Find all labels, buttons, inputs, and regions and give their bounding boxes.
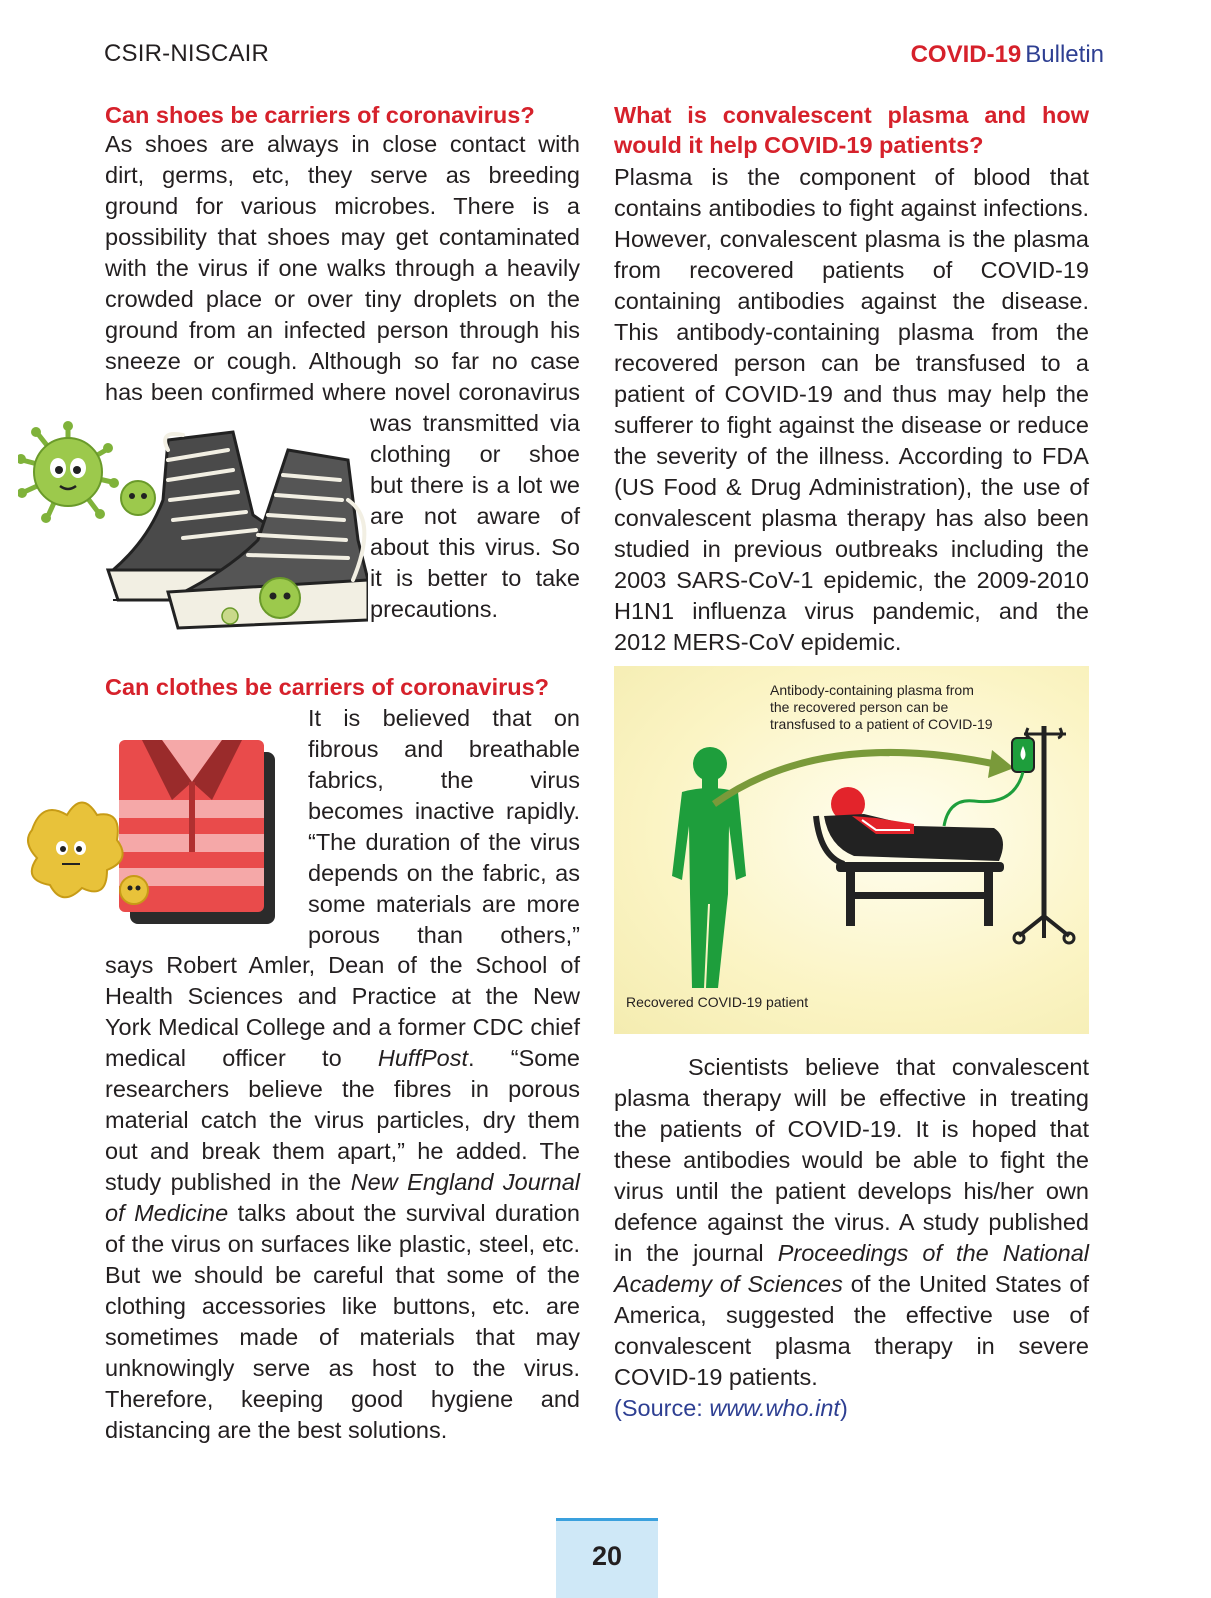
header-covid-label: COVID-19: [910, 41, 1022, 68]
infographic-bottom-label: Recovered COVID-19 patient: [626, 994, 809, 1010]
plasma-paragraph: [614, 162, 1089, 658]
clothes-paragraph-wrap: [308, 703, 580, 951]
clothes-wrap-line: “The duration of the virus: [308, 829, 580, 855]
pnas-title: Proceedings of the National Academy of Sciences: [614, 1240, 1089, 1297]
source-line: [614, 1393, 1089, 1424]
clothes-wrap-line: It is believed that on: [308, 705, 580, 731]
clothes-paragraph: [105, 950, 580, 1446]
plasma-text: Plasma is the component of blood that contains antibodies to fight against infections. However, convalescent plasma is the plasma from recovered patients of COVID-19 containing antibodies against the disease. This antibody-containing plasma from the recovered person can be transfused to a patient of COVID-19 and thus may help the sufferer to fight against the disease or reduce the severity of the illness. According to FDA (US Food & Drug Administration), the use of convalescent plasma therapy has also been studied in previous outbreaks including the 2003 SARS-CoV-1 epidemic, the 2009-2010 H1N1 influenza virus pandemic, and the 2012 MERS-CoV epidemic.: [614, 164, 1089, 655]
scientists-text-b: of the United States of America, suggested the effective use of convalescent plasma therapy in severe COVID-19 patients.: [614, 1271, 1089, 1390]
virus-mascot-icon: [18, 421, 119, 523]
clothes-wrap-line: fibrous and breathable: [308, 736, 580, 762]
shoes-paragraph: [105, 129, 580, 408]
clothes-illustration: [22, 730, 282, 930]
huffpost-title: HuffPost: [377, 1045, 469, 1071]
shoes-wrap-line: it is better to take: [370, 565, 580, 591]
shoes-heading: Can shoes be carriers of coronavirus?: [105, 102, 535, 128]
page-number-box: [556, 1518, 658, 1598]
header-bulletin-title: [911, 41, 1104, 69]
infographic-label-line3: transfused to a patient of COVID-19: [770, 716, 993, 732]
shoes-full-line: ground from an infected person through his: [105, 317, 580, 343]
shoes-wrap-line: are not aware of: [370, 503, 580, 529]
plasma-heading-line2: would it help COVID-19 patients?: [614, 132, 984, 158]
shoes-full-line: has been confirmed where novel coronavirus: [105, 379, 580, 405]
infographic-label-line1: Antibody-containing plasma from: [770, 682, 974, 698]
shoes-full-line: crowded place or over tiny droplets on the: [105, 286, 580, 312]
clothes-text-a: says Robert Amler, Dean of the School of Health Sciences and Practice at the New York Medical College and a former CDC chief medical officer to: [105, 952, 580, 1071]
header-org-name: CSIR-NISCAIR: [104, 40, 270, 67]
source-close: ): [839, 1395, 848, 1421]
sneakers-illustration: [18, 420, 368, 635]
source-open: (Source:: [614, 1395, 710, 1421]
shoes-wrap-line: clothing or shoe: [370, 441, 580, 467]
shoes-full-line: with the virus if one walks through a heavily: [105, 255, 580, 281]
shoes-full-line: As shoes are always in close contact with: [105, 131, 580, 157]
shoes-wrap-line: but there is a lot we: [370, 472, 580, 498]
plasma-heading: [614, 100, 1089, 160]
shoes-paragraph-wrap: [370, 408, 580, 625]
plasma-infographic: [614, 666, 1089, 1034]
small-virus-icon: [121, 481, 155, 515]
clothes-text-c: talks about the survival duration of the virus on surfaces like plastic, steel, etc. But we should be careful that some of the clothing accessories like buttons, etc. are sometimes made of materials that may unknowingly serve as host to the virus. Therefore, keeping good hygiene and distancing are the best solutions.: [105, 1200, 580, 1443]
person-silhouette-icon: [672, 747, 746, 988]
infographic-drawing: [614, 666, 1089, 1034]
shoes-full-line: possibility that shoes may get contaminated: [105, 224, 580, 250]
clothes-heading: Can clothes be carriers of coronavirus?: [105, 674, 550, 700]
page-number: 20: [591, 1541, 623, 1571]
clothes-wrap-line: porous than others,”: [308, 922, 580, 948]
source-link[interactable]: www.who.int: [709, 1395, 840, 1421]
shoes-full-line: ground for various microbes. There is a: [105, 193, 580, 219]
clothes-text-b: . “Some researchers believe the fibres in porous material catch the virus particles, dry them out and break them apart,” he added. The study published in the: [105, 1045, 581, 1195]
shoes-wrap-line: about this virus. So: [370, 534, 580, 560]
clothes-wrap-line: some materials are more: [308, 891, 580, 917]
nejm-title: New England Journal of Medicine: [105, 1169, 580, 1226]
infographic-label-line2: the recovered person can be: [770, 699, 949, 715]
shoes-wrap-line: precautions.: [370, 596, 499, 622]
shoes-full-line: sneeze or cough. Although so far no case: [105, 348, 580, 374]
sneakers-icon: [108, 432, 368, 628]
shoes-wrap-line: was transmitted via: [370, 410, 580, 436]
clothes-wrap-line: fabrics, the virus: [308, 767, 580, 793]
clothes-wrap-line: becomes inactive rapidly.: [308, 798, 580, 824]
header-bulletin-label: Bulletin: [1025, 41, 1104, 68]
plasma-heading-line1: What is convalescent plasma and how: [614, 102, 1089, 128]
patient-bed-icon: [816, 787, 1004, 926]
clothes-wrap-line: depends on the fabric, as: [308, 860, 580, 886]
scientists-paragraph: [614, 1052, 1089, 1424]
scientists-text-a: Scientists believe that convalescent plasma therapy will be effective in treating the patients of COVID-19. It is hoped that these antibodies would be able to fight the virus until the patient develops his/her own defence against the virus. A study published in the journal: [614, 1054, 1089, 1266]
shoes-full-line: dirt, germs, etc, they serve as breeding: [105, 162, 580, 188]
